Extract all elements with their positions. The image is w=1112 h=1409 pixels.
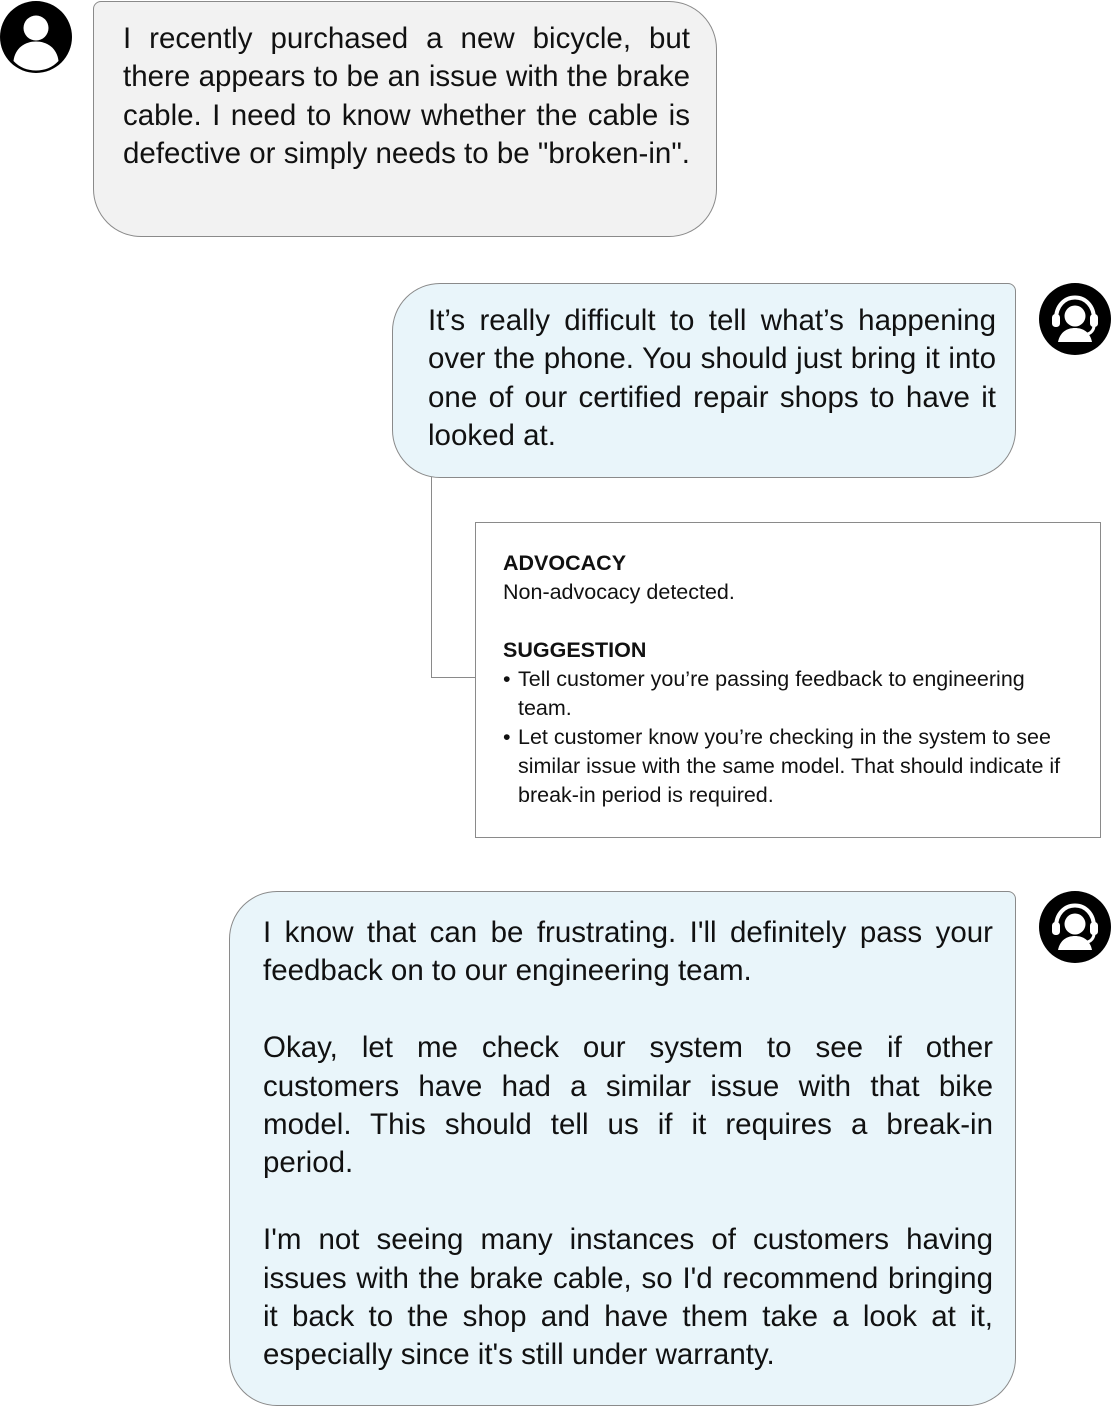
agent-message-paragraph: I know that can be frustrating. I'll definitely pass your feedback on to our engineering team. (263, 916, 993, 988)
bullet-glyph: • (503, 725, 511, 749)
suggestion-item (503, 665, 1080, 723)
suggestion-text: Tell customer you’re passing feedback to engineering team. (518, 667, 1025, 720)
headset-agent-icon (1039, 891, 1111, 963)
agent-message-paragraph: I'm not seeing many instances of customers having issues with the brake cable, so I'd recommend bringing it back to the shop and have them take a look at it, especially since it's still under warranty. (263, 1223, 993, 1372)
agent-message-paragraph: Okay, let me check our system to see if other customers have had a similar issue with that bike model. This should tell us if it requires a break-in period. (263, 1031, 993, 1180)
coaching-card (475, 522, 1101, 838)
headset-agent-icon (1039, 283, 1111, 355)
agent-message-bubble (229, 891, 1016, 1406)
section-spacer (503, 607, 1080, 636)
user-avatar-icon (0, 1, 72, 73)
agent-message-text: It’s really difficult to tell what’s happening over the phone. You should just bring it into one of our certified repair shops to have it looked at. (428, 304, 996, 453)
coaching-connector-line (431, 477, 475, 678)
agent-message-bubble (392, 283, 1016, 478)
advocacy-result: Non-advocacy detected. (503, 580, 735, 604)
suggestion-text: Let customer know you’re checking in the system to see similar issue with the same model. That should indicate if break-in period is required. (518, 725, 1061, 807)
advocacy-heading: ADVOCACY (503, 551, 627, 575)
suggestion-list (503, 665, 1080, 810)
customer-message-text: I recently purchased a new bicycle, but there appears to be an issue with the brake cable. I need to know whether the cable is defective or simply needs to be "broken-in". (123, 22, 690, 171)
suggestion-item (503, 723, 1080, 810)
bullet-glyph: • (503, 667, 511, 691)
suggestion-heading: SUGGESTION (503, 638, 647, 662)
customer-message-bubble (93, 1, 717, 237)
